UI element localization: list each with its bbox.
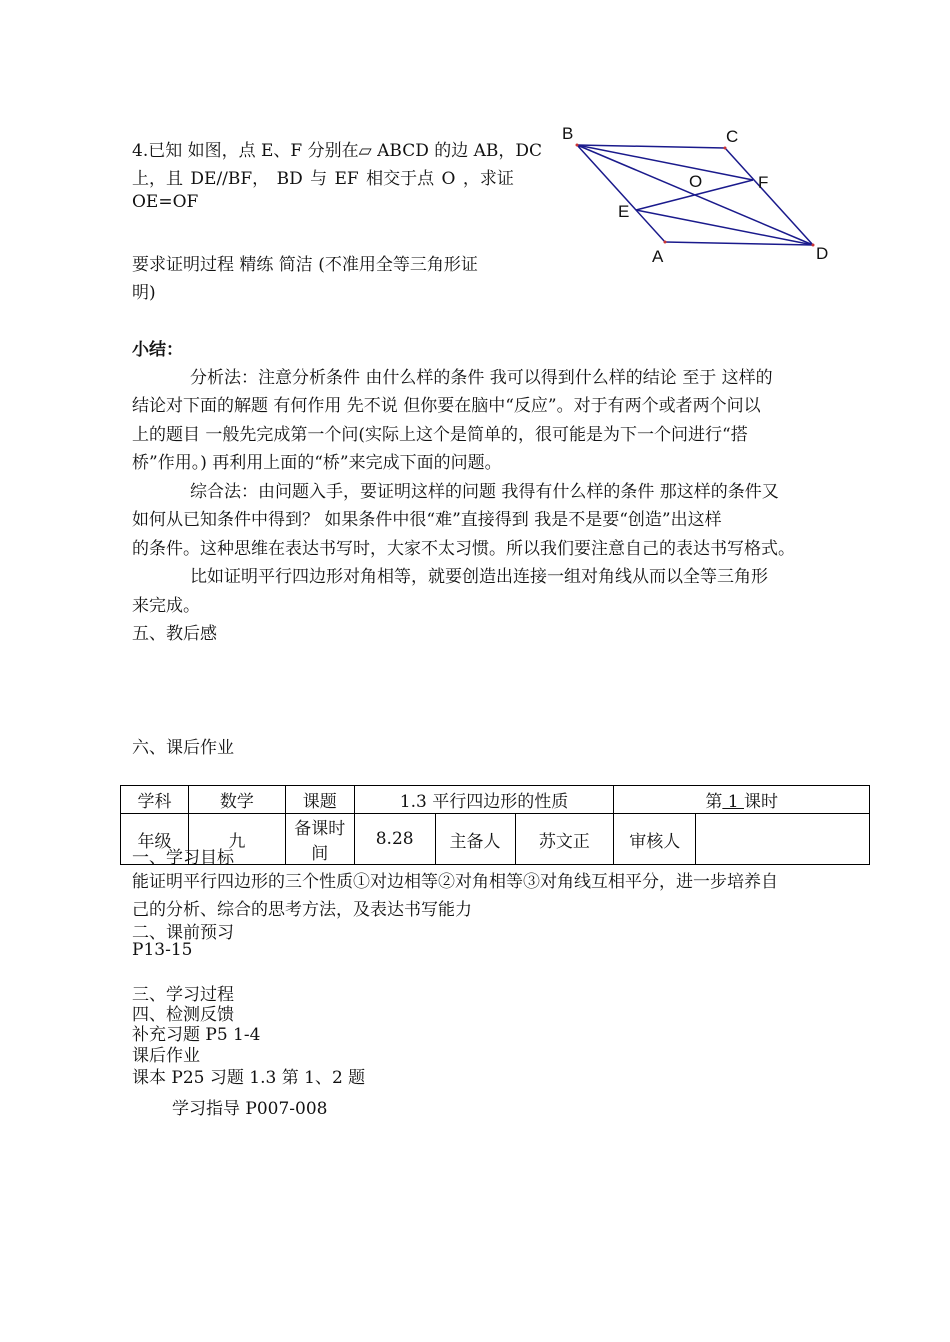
label-E: E [618,202,630,221]
plan-section-1: 一、学习目标 [132,848,234,868]
vertex-D [812,244,815,247]
table-cell: 备课时间 [285,814,354,865]
lesson-suffix: 课时 [743,792,778,812]
table-cell [696,814,870,865]
label-C: C [726,127,739,146]
section-6-heading: 六、课后作业 [132,738,234,758]
problem-line-4: 要求证明过程 精练 简洁 (不准用全等三角形证 [132,255,478,275]
plan-goal-line-2: 己的分析、综合的思考方法，及表达书写能力 [132,900,472,920]
plan-goal-line-1: 能证明平行四边形的三个性质①对边相等②对角相等③对角线互相平分，进一步培养自 [132,872,778,892]
edge-BC [577,145,725,148]
summary-p1-line1: 分析法：注意分析条件 由什么样的条件 我可以得到什么样的结论 至于 这样的 [190,368,773,388]
vertex-A [664,241,667,244]
summary-p2-line2: 如何从已知条件中得到？ 如果条件中很“难”直接得到 我是不是要“创造”出这样 [132,510,722,530]
label-F: F [758,173,769,192]
plan-preview: P13-15 [132,940,193,960]
plan-section-4: 四、检测反馈 [132,1005,234,1025]
table-cell: 年级 [121,814,189,865]
plan-homework-title: 课后作业 [132,1046,200,1066]
lesson-count-cell [614,786,870,814]
plan-homework-2: 学习指导 P007-008 [172,1099,328,1119]
label-O: O [689,172,703,191]
plan-section-3: 三、学习过程 [132,985,234,1005]
section-5-heading: 五、教后感 [132,624,217,644]
summary-p2-line1: 综合法：由问题入手，要证明这样的问题 我得有什么样的条件 那这样的条件又 [190,482,779,502]
table-cell: 九 [188,814,285,865]
label-A: A [652,247,664,266]
summary-p1-line2: 结论对下面的解题 有何作用 先不说 但你要在脑中“反应”。对于有两个或者两个问以 [132,396,761,416]
summary-p1-line3: 上的题目 一般先完成第一个问(实际上这个是简单的，很可能是为下一个问进行“搭 [132,425,748,445]
plan-practice: 补充习题 P5 1-4 [132,1025,261,1045]
table-cell: 课题 [285,786,354,814]
table-row [121,786,870,814]
summary-p2-line3: 的条件。这种思维在表达书写时，大家不太习惯。所以我们要注意自己的表达书写格式。 [132,539,795,559]
table-cell: 8.28 [354,814,435,865]
label-B: B [562,124,574,143]
lesson-number: 1 [722,792,744,812]
plan-section-2: 二、课前预习 [132,923,234,943]
table-cell: 主备人 [435,814,515,865]
lesson-prefix: 第 [705,792,723,812]
parallelogram-figure [550,115,840,275]
table-cell: 数学 [188,786,285,814]
table-cell: 1.3 平行四边形的性质 [354,786,614,814]
table-cell: 学科 [121,786,189,814]
table-cell: 审核人 [614,814,696,865]
summary-p3-line1: 比如证明平行四边形对角相等，就要创造出连接一组对角线从而以全等三角形 [190,567,768,587]
edge-DA [665,242,813,245]
vertex-B [576,144,579,147]
summary-p3-line2: 来完成。 [132,596,200,616]
table-cell: 苏文正 [515,814,614,865]
plan-homework-1: 课本 P25 习题 1.3 第 1、2 题 [132,1068,366,1088]
problem-line-3: OE=OF [132,192,199,212]
label-D: D [816,244,829,263]
summary-heading: 小结： [132,340,183,360]
problem-line-5: 明) [132,283,156,303]
problem-line-1: 4.已知 如图，点 E、F 分别在▱ ABCD 的边 AB，DC [132,141,543,161]
summary-p1-line4: 桥”作用。) 再利用上面的“桥”来完成下面的问题。 [132,453,502,473]
vertex-C [724,147,727,150]
problem-line-2: 上，且 DE//BF， BD 与 EF 相交于点 O ，求证 [132,169,514,189]
